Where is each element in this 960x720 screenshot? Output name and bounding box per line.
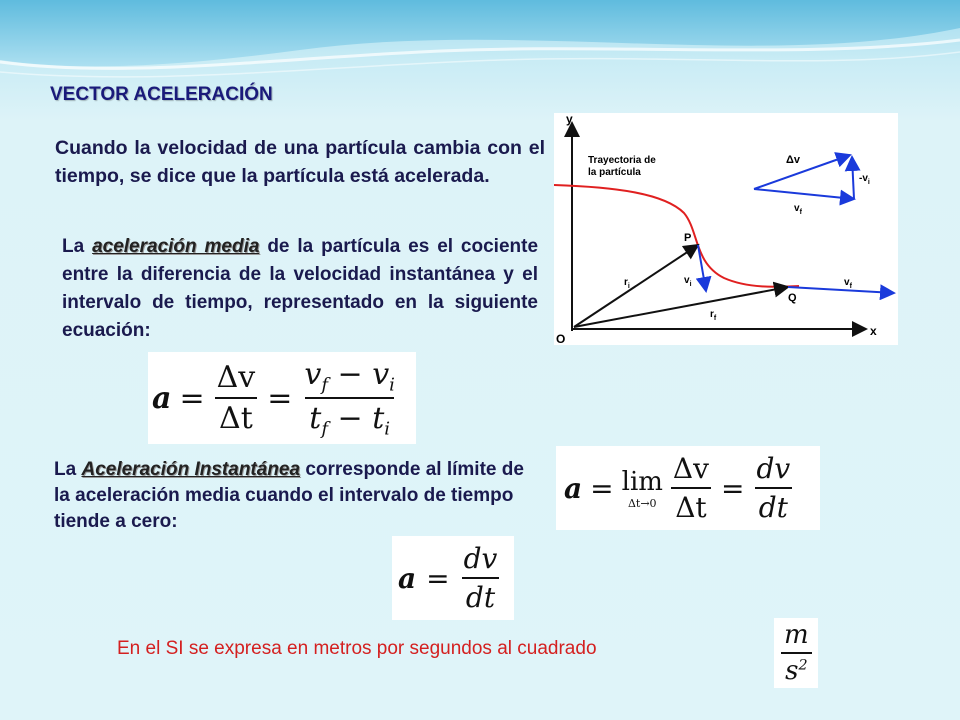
label-delta-v: Δv: [786, 154, 801, 166]
eq1-delta-v: Δv: [216, 360, 256, 395]
eq1-delta-fraction: [213, 360, 260, 436]
point-p-label: P: [684, 232, 692, 244]
unit-m: m: [784, 620, 809, 650]
instantaneous-acceleration-paragraph: [54, 457, 524, 535]
para2-prefix: La: [62, 236, 85, 257]
slide-title: VECTOR ACELERACIÓN: [50, 84, 273, 105]
triangle-neg-vi: [852, 157, 854, 199]
eq1-equals-2: =: [267, 380, 293, 416]
velocity-vector-vf: [788, 287, 894, 293]
label-vi: $v_i$: [684, 275, 692, 288]
eq2-a: a: [564, 471, 583, 505]
origin-label: O: [556, 332, 566, 345]
eq1-a: a: [152, 380, 172, 416]
eq1-numerator: $v_f - v_i$: [304, 356, 395, 395]
intro-paragraph: Cuando la velocidad de una partícula cambia con el tiempo, se dice que la partícula está acelerada.: [55, 137, 545, 187]
trajectory-curve: [554, 185, 799, 287]
eq2-limit: [622, 467, 663, 510]
si-units-note: En el SI se expresa en metros por segundos al cuadrado: [117, 638, 597, 659]
velocity-vector-vi: [698, 245, 706, 291]
si-units-fraction: [780, 620, 813, 686]
average-acceleration-equation: [148, 352, 416, 444]
trajectory-label-line1: Trayectoria de: [588, 155, 656, 166]
triangle-delta-v: [754, 155, 850, 189]
eq1-delta-t: Δt: [215, 397, 257, 436]
para2-rest: de la partícula es el cociente entre la diferencia de la velocidad instantánea y el intervalo de tiempo, representado en la siguiente ecuación:: [62, 236, 539, 341]
eq2-equals-2: =: [720, 471, 745, 505]
y-axis-label: y: [566, 113, 573, 126]
eq2-dv: dv: [756, 452, 791, 485]
term-average-acceleration: aceleración media: [92, 236, 260, 257]
label-rf: $r_f$: [710, 309, 717, 322]
trajectory-diagram: [554, 113, 898, 345]
x-axis-label: x: [870, 324, 877, 338]
eq2-delta-v: Δv: [672, 452, 709, 485]
eq2-derivative-fraction: [752, 452, 794, 524]
eq2-lim-sub: Δt→0: [627, 496, 657, 510]
term-instantaneous-acceleration: Aceleración Instantánea: [81, 459, 301, 480]
label-neg-vi: $-v_i$: [859, 173, 870, 186]
eq3-equals: =: [426, 561, 450, 595]
eq3-dv: dv: [463, 542, 498, 575]
triangle-vf: [754, 189, 854, 199]
eq3-derivative-fraction: [460, 542, 502, 614]
average-acceleration-paragraph: [62, 233, 538, 345]
eq3-a: a: [398, 561, 417, 595]
unit-s2: $s^2$: [781, 652, 811, 686]
label-vf: $v_f$: [844, 277, 852, 290]
label-ri: $r_i$: [624, 277, 630, 290]
label-triangle-vf: $v_f$: [794, 203, 802, 216]
para3-rest: corresponde al límite de la aceleración media cuando el intervalo de tiempo tiende a cero:: [54, 459, 524, 532]
eq2-delta-t: Δt: [671, 487, 710, 524]
eq2-lim: lim: [621, 466, 663, 497]
eq2-equals: =: [590, 471, 614, 505]
eq2-delta-fraction: [669, 452, 713, 524]
derivative-equation: [392, 536, 514, 620]
header-wave-decoration: [0, 0, 960, 90]
trajectory-label-line2: la partícula: [588, 167, 641, 178]
eq1-equals: =: [179, 380, 205, 416]
instantaneous-acceleration-limit-equation: [556, 446, 820, 530]
eq1-diff-fraction: [300, 357, 399, 440]
trajectory-figure: [554, 113, 898, 345]
eq2-dt: dt: [755, 487, 792, 524]
eq3-dt: dt: [462, 577, 499, 614]
point-q-label: Q: [788, 292, 797, 304]
eq1-denominator: $t_f - t_i$: [305, 397, 394, 439]
si-units-fraction-box: [774, 618, 818, 688]
position-vector-rf: [574, 287, 788, 327]
para3-prefix: La: [54, 459, 77, 480]
